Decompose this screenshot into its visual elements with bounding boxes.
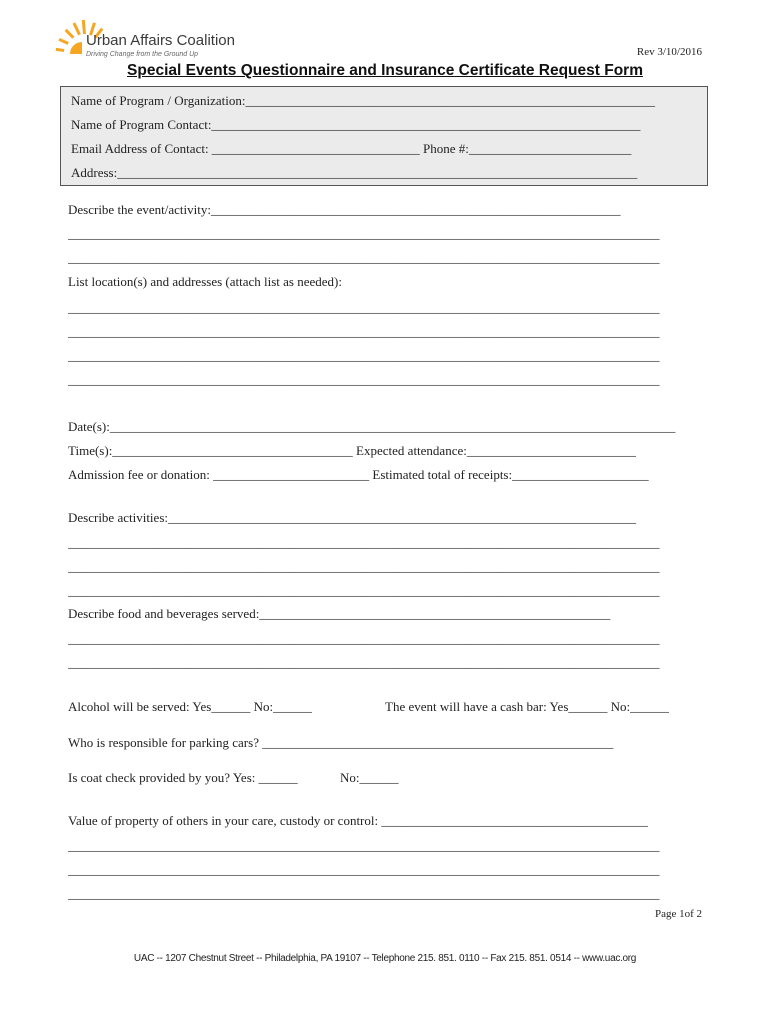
cash-bar-field[interactable]: The event will have a cash bar: Yes______ No:______ — [385, 699, 670, 714]
blank-line[interactable]: ___________________________________________________________________________________________ — [68, 583, 660, 598]
contact-info-box — [60, 86, 708, 186]
admission-receipts-field[interactable]: Admission fee or donation: ________________________ Estimated total of receipts:_____________________ — [68, 467, 649, 482]
alcohol-served-field[interactable]: Alcohol will be served: Yes______ No:______ — [68, 699, 313, 714]
coat-check-yes-field[interactable]: Is coat check provided by you? Yes: ______ — [68, 770, 298, 785]
email-phone-field[interactable]: Email Address of Contact: ________________________________ Phone #:_________________________ — [71, 141, 632, 156]
blank-line[interactable]: ___________________________________________________________________________________________ — [68, 300, 660, 315]
program-name-field[interactable]: Name of Program / Organization:_______________________________________________________________ — [71, 93, 655, 108]
times-attendance-field[interactable]: Time(s):_____________________________________ Expected attendance:__________________________ — [68, 443, 636, 458]
blank-line[interactable]: ___________________________________________________________________________________________ — [68, 226, 660, 241]
footer-address: UAC -- 1207 Chestnut Street -- Philadelphia, PA 19107 -- Telephone 215. 851. 0110 -- Fax 215. 851. 0514 -- www.uac.org — [133, 953, 637, 964]
event-description-field[interactable]: Describe the event/activity:_______________________________________________________________ — [68, 202, 621, 217]
property-value-field[interactable]: Value of property of others in your care, custody or control: _________________________________________ — [68, 813, 648, 828]
parking-field[interactable]: Who is responsible for parking cars? ______________________________________________________ — [68, 735, 614, 750]
blank-line[interactable]: ___________________________________________________________________________________________ — [68, 655, 660, 670]
page-number: Page 1of 2 — [654, 908, 702, 920]
dates-field[interactable]: Date(s):_______________________________________________________________________________________ — [68, 419, 676, 434]
locations-label: List location(s) and addresses (attach list as needed): — [68, 274, 342, 289]
blank-line[interactable]: ___________________________________________________________________________________________ — [68, 372, 660, 387]
activities-field[interactable]: Describe activities:________________________________________________________________________ — [68, 510, 636, 525]
blank-line[interactable]: ___________________________________________________________________________________________ — [68, 559, 660, 574]
blank-line[interactable]: ___________________________________________________________________________________________ — [68, 324, 660, 339]
blank-line[interactable]: ___________________________________________________________________________________________ — [68, 348, 660, 363]
page-title: Special Events Questionnaire and Insurance Certificate Request Form — [127, 62, 643, 79]
blank-line[interactable]: ___________________________________________________________________________________________ — [68, 862, 660, 877]
blank-line[interactable]: ___________________________________________________________________________________________ — [68, 838, 660, 853]
food-beverages-field[interactable]: Describe food and beverages served:______________________________________________________ — [68, 606, 611, 621]
blank-line[interactable]: ___________________________________________________________________________________________ — [68, 631, 660, 646]
address-field[interactable]: Address:________________________________________________________________________________ — [71, 165, 638, 180]
blank-line[interactable]: ___________________________________________________________________________________________ — [68, 535, 660, 550]
logo-title: Urban Affairs Coalition — [86, 32, 235, 49]
urban-affairs-coalition-logo — [56, 14, 235, 64]
coat-check-no-field[interactable]: No:______ — [340, 770, 399, 785]
revision-date: Rev 3/10/2016 — [636, 46, 702, 58]
logo-tagline: Driving Change from the Ground Up — [86, 51, 199, 58]
program-contact-field[interactable]: Name of Program Contact:__________________________________________________________________ — [71, 117, 641, 132]
blank-line[interactable]: ___________________________________________________________________________________________ — [68, 886, 660, 901]
blank-line[interactable]: ___________________________________________________________________________________________ — [68, 250, 660, 265]
